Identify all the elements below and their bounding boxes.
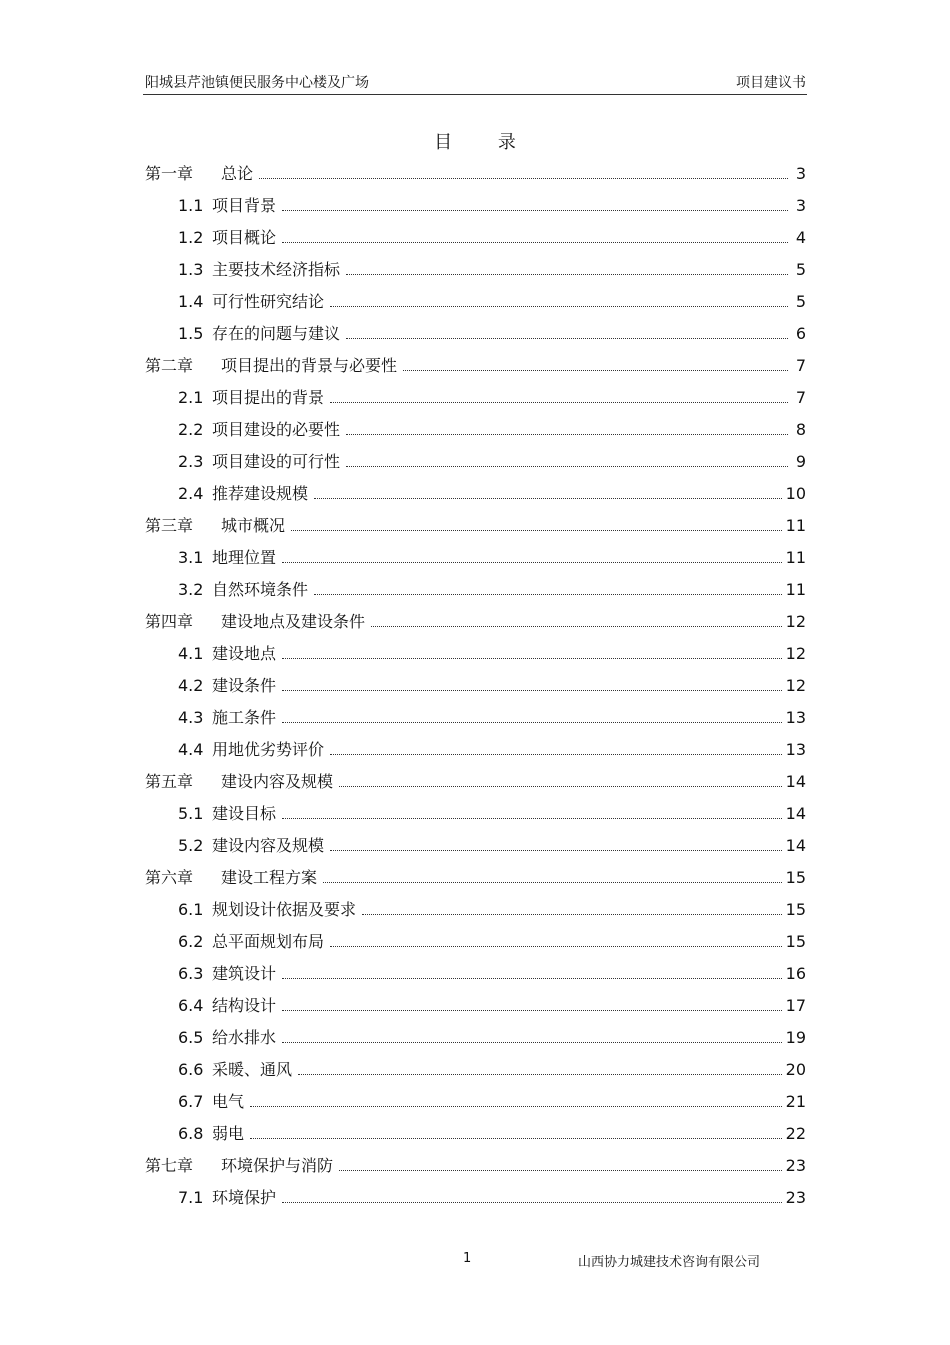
toc-entry-label: 建筑设计 [212,964,277,983]
toc-entry-label: 主要技术经济指标 [212,260,341,279]
toc-entry-page: 7 [795,356,806,375]
toc-entry-number: 2.4 [178,484,204,503]
toc-entry-label: 项目提出的背景 [212,388,325,407]
toc-entry-page: 4 [795,228,806,247]
header-divider [143,94,807,95]
toc-entry-number: 1.3 [178,260,204,279]
toc-dot-leader [330,306,788,307]
toc-section-entry[interactable] [178,572,806,600]
toc-section-entry[interactable] [178,988,806,1016]
toc-dot-leader [282,242,788,243]
toc-entry-label: 弱电 [212,1124,245,1143]
toc-entry-number: 第七章 [145,1156,194,1175]
toc-entry-page: 17 [785,996,806,1015]
toc-dot-leader [314,498,782,499]
toc-entry-page: 8 [795,420,806,439]
toc-dot-leader [330,850,782,851]
toc-entry-label: 城市概况 [221,516,286,535]
toc-title: 目 录 [434,132,536,153]
toc-entry-label: 地理位置 [212,548,277,567]
toc-dot-leader [339,1170,782,1171]
toc-entry-page: 7 [795,388,806,407]
toc-entry-number: 3.1 [178,548,204,567]
toc-entry-label: 建设内容及规模 [221,772,334,791]
toc-entry-label: 采暖、通风 [212,1060,293,1079]
toc-entry-page: 21 [785,1092,806,1111]
toc-entry-number: 4.3 [178,708,204,727]
toc-entry-number: 6.5 [178,1028,204,1047]
toc-entry-number: 1.1 [178,196,204,215]
toc-entry-number: 6.8 [178,1124,204,1143]
toc-dot-leader [330,946,782,947]
toc-entry-label: 结构设计 [212,996,277,1015]
toc-section-entry[interactable] [178,220,806,248]
toc-entry-label: 给水排水 [212,1028,277,1047]
toc-entry-number: 4.2 [178,676,204,695]
toc-entry-page: 12 [785,676,806,695]
toc-entry-label: 项目概论 [212,228,277,247]
toc-dot-leader [371,626,782,627]
toc-dot-leader [314,594,782,595]
toc-dot-leader [250,1106,782,1107]
toc-entry-number: 第三章 [145,516,194,535]
toc-dot-leader [282,1010,782,1011]
toc-entry-number: 第二章 [145,356,194,375]
toc-section-entry[interactable] [178,412,806,440]
toc-dot-leader [282,690,782,691]
footer-page-number: 1 [463,1251,472,1266]
toc-entry-label: 项目建设的可行性 [212,452,341,471]
toc-entry-label: 环境保护 [212,1188,277,1207]
toc-section-entry[interactable] [178,732,806,760]
footer-organization: 山西协力城建技术咨询有限公司 [578,1255,761,1270]
toc-entry-label: 项目背景 [212,196,277,215]
toc-entry-label: 建设目标 [212,804,277,823]
toc-section-entry[interactable] [178,1116,806,1144]
toc-entry-page: 5 [795,260,806,279]
toc-entry-page: 3 [795,164,806,183]
toc-section-entry[interactable] [178,476,806,504]
toc-entry-number: 6.1 [178,900,204,919]
toc-dot-leader [259,178,788,179]
toc-dot-leader [282,1202,782,1203]
toc-section-entry[interactable] [178,924,806,952]
toc-section-entry[interactable] [178,668,806,696]
toc-section-entry[interactable] [178,316,806,344]
toc-dot-leader [291,530,782,531]
toc-entry-page: 13 [785,708,806,727]
toc-entry-page: 20 [785,1060,806,1079]
toc-entry-number: 4.1 [178,644,204,663]
toc-dot-leader [282,562,782,563]
toc-entry-number: 5.1 [178,804,204,823]
toc-dot-leader [250,1138,782,1139]
toc-section-entry[interactable] [178,444,806,472]
toc-entry-number: 5.2 [178,836,204,855]
toc-entry-number: 6.6 [178,1060,204,1079]
toc-entry-number: 3.2 [178,580,204,599]
toc-entry-page: 14 [785,836,806,855]
toc-dot-leader [330,754,782,755]
toc-section-entry[interactable] [178,700,806,728]
toc-chapter-entry[interactable] [145,604,806,632]
toc-entry-label: 建设条件 [212,676,277,695]
toc-entry-page: 14 [785,804,806,823]
toc-entry-label: 建设地点 [212,644,277,663]
toc-entry-number: 6.7 [178,1092,204,1111]
toc-section-entry[interactable] [178,796,806,824]
toc-entry-number: 第一章 [145,164,194,183]
toc-entry-number: 1.4 [178,292,204,311]
toc-entry-page: 11 [785,548,806,567]
toc-entry-number: 6.3 [178,964,204,983]
toc-entry-label: 建设地点及建设条件 [221,612,366,631]
toc-entry-label: 存在的问题与建议 [212,324,341,343]
toc-dot-leader [346,274,788,275]
toc-entry-page: 16 [785,964,806,983]
toc-entry-number: 第四章 [145,612,194,631]
toc-entry-number: 1.5 [178,324,204,343]
toc-dot-leader [282,978,782,979]
toc-entry-number: 1.2 [178,228,204,247]
toc-dot-leader [346,338,788,339]
toc-entry-label: 规划设计依据及要求 [212,900,357,919]
toc-section-entry[interactable] [178,252,806,280]
toc-chapter-entry[interactable] [145,764,806,792]
toc-entry-number: 2.1 [178,388,204,407]
toc-entry-label: 建设工程方案 [221,868,318,887]
toc-entry-page: 15 [785,868,806,887]
toc-entry-page: 12 [785,612,806,631]
toc-entry-number: 2.3 [178,452,204,471]
toc-entry-page: 15 [785,932,806,951]
toc-section-entry[interactable] [178,1084,806,1112]
toc-entry-label: 总论 [221,164,254,183]
toc-dot-leader [282,818,782,819]
toc-entry-label: 项目提出的背景与必要性 [221,356,398,375]
toc-section-entry[interactable] [178,892,806,920]
toc-entry-page: 19 [785,1028,806,1047]
toc-entry-label: 环境保护与消防 [221,1156,334,1175]
header-document-type: 项目建议书 [736,75,806,91]
toc-section-entry[interactable] [178,284,806,312]
toc-entry-page: 23 [785,1188,806,1207]
toc-entry-page: 13 [785,740,806,759]
toc-entry-page: 11 [785,580,806,599]
toc-dot-leader [282,722,782,723]
toc-section-entry[interactable] [178,188,806,216]
toc-entry-label: 总平面规划布局 [212,932,325,951]
header-document-title: 阳城县芹池镇便民服务中心楼及广场 [145,75,369,91]
toc-dot-leader [339,786,782,787]
toc-dot-leader [346,434,788,435]
toc-entry-page: 3 [795,196,806,215]
toc-entry-number: 6.4 [178,996,204,1015]
toc-entry-page: 14 [785,772,806,791]
toc-entry-number: 6.2 [178,932,204,951]
toc-dot-leader [403,370,788,371]
toc-entry-page: 5 [795,292,806,311]
toc-chapter-entry[interactable] [145,508,806,536]
toc-dot-leader [362,914,782,915]
toc-chapter-entry[interactable] [145,156,806,184]
toc-dot-leader [282,1042,782,1043]
toc-entry-label: 项目建设的必要性 [212,420,341,439]
toc-dot-leader [282,210,788,211]
toc-entry-label: 用地优劣势评价 [212,740,325,759]
toc-dot-leader [298,1074,782,1075]
toc-entry-page: 15 [785,900,806,919]
toc-entry-number: 7.1 [178,1188,204,1207]
toc-entry-label: 自然环境条件 [212,580,309,599]
toc-entry-page: 11 [785,516,806,535]
toc-chapter-entry[interactable] [145,860,806,888]
toc-section-entry[interactable] [178,956,806,984]
toc-section-entry[interactable] [178,1020,806,1048]
toc-section-entry[interactable] [178,636,806,664]
toc-entry-page: 23 [785,1156,806,1175]
toc-section-entry[interactable] [178,1180,806,1208]
toc-dot-leader [323,882,782,883]
toc-dot-leader [330,402,788,403]
toc-dot-leader [282,658,782,659]
toc-entry-page: 6 [795,324,806,343]
toc-entry-label: 建设内容及规模 [212,836,325,855]
toc-dot-leader [346,466,788,467]
toc-entry-label: 施工条件 [212,708,277,727]
toc-section-entry[interactable] [178,540,806,568]
toc-section-entry[interactable] [178,1052,806,1080]
toc-entry-page: 12 [785,644,806,663]
toc-section-entry[interactable] [178,380,806,408]
toc-entry-page: 22 [785,1124,806,1143]
toc-entry-page: 9 [795,452,806,471]
toc-entry-label: 推荐建设规模 [212,484,309,503]
toc-section-entry[interactable] [178,828,806,856]
toc-entry-number: 2.2 [178,420,204,439]
toc-entry-label: 可行性研究结论 [212,292,325,311]
toc-entry-label: 电气 [212,1092,245,1111]
toc-entry-number: 4.4 [178,740,204,759]
toc-chapter-entry[interactable] [145,1148,806,1176]
toc-entry-number: 第六章 [145,868,194,887]
toc-entry-number: 第五章 [145,772,194,791]
toc-entry-page: 10 [785,484,806,503]
toc-chapter-entry[interactable] [145,348,806,376]
